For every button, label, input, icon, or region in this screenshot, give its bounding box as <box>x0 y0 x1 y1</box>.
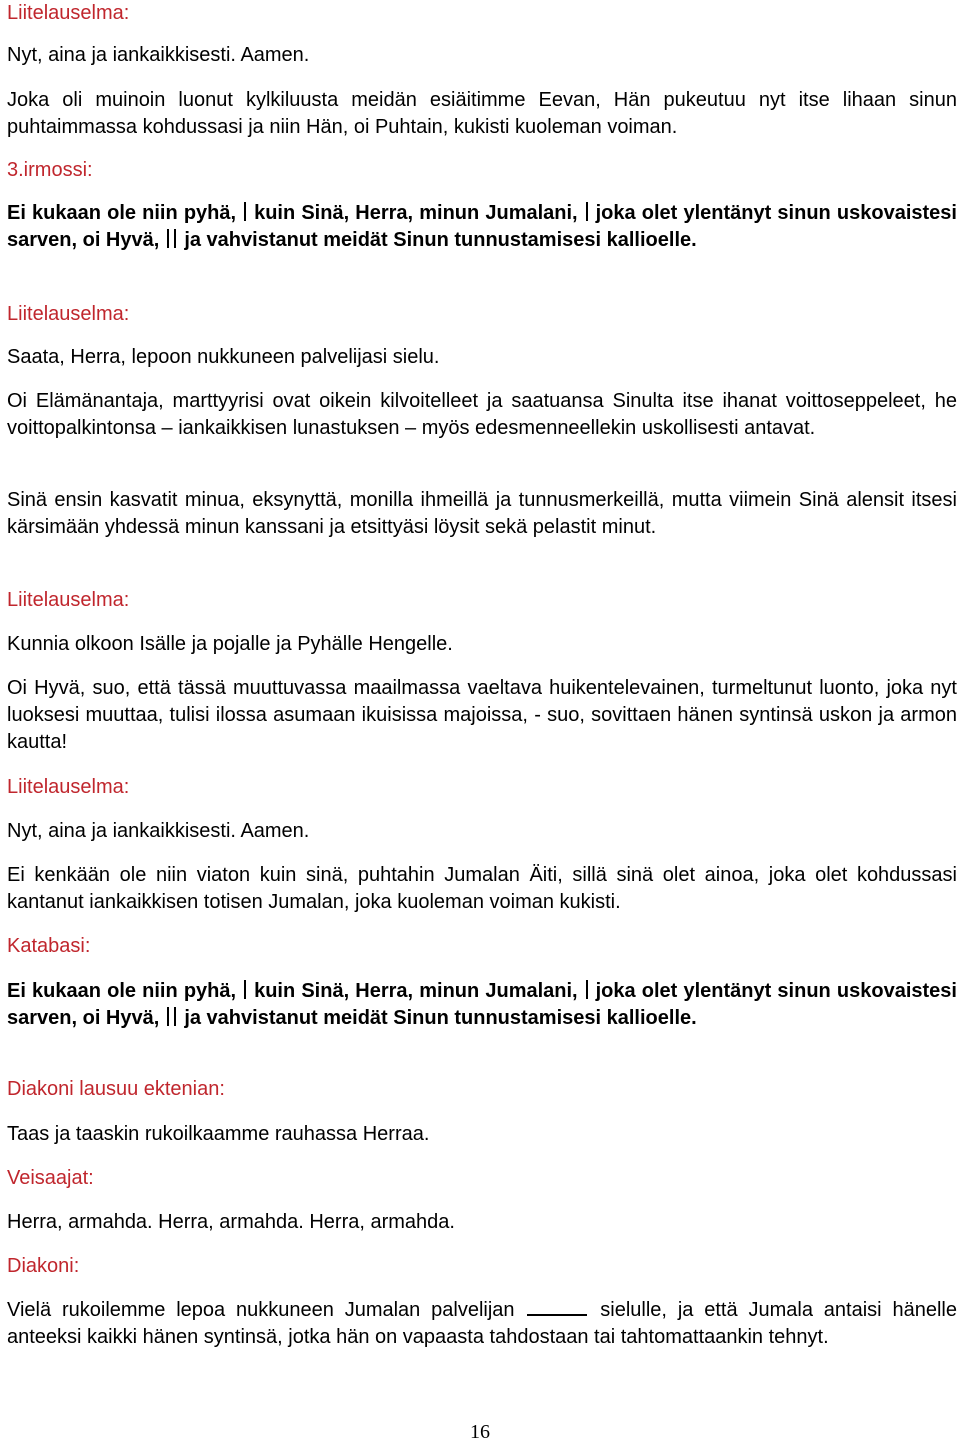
irmos-part-2: kuin Sinä, Herra, minun Jumalani, <box>254 202 578 224</box>
verse-saata-herra: Saata, Herra, lepoon nukkuneen palvelijasi sielu. <box>7 346 440 368</box>
rubric-liitelauselma: Liitelauselma: <box>7 589 130 611</box>
prayer-part-2: sielulle, ja että Jumala antaisi hänelle anteeksi kaikki hänen syntinsä, jotka hän on vapaasta tahdostaan tai tahtomattaankin tehnyt. <box>7 1299 957 1348</box>
response-line: Herra, armahda. Herra, armahda. Herra, armahda. <box>7 1211 455 1233</box>
divider-bar <box>244 980 246 999</box>
prayer-part-1: Vielä rukoilemme lepoa nukkuneen Jumalan palvelijan <box>7 1299 515 1321</box>
irmos-part-1: Ei kukaan ole niin pyhä, <box>7 202 237 224</box>
rubric-diakoni: Diakoni: <box>7 1255 80 1277</box>
troparion-paragraph: Sinä ensin kasvatit minua, eksynyttä, monilla ihmeillä ja tunnusmerkeillä, mutta viimein Sinä alensit itsesi kärsimään yhdessä minun kanssani ja etsittyäsi löysit sekä pelastit minut. <box>7 489 957 538</box>
rubric-liitelauselma: Liitelauselma: <box>7 303 130 325</box>
double-divider-bar <box>167 229 176 248</box>
divider-bar <box>586 980 588 999</box>
irmos-part-3: joka olet ylentänyt sinun uskovaistesi sarven, oi Hyvä, <box>7 202 957 251</box>
rubric-diakoni-ektenia: Diakoni lausuu ektenian: <box>7 1078 225 1100</box>
theotokion-paragraph: Ei kenkään ole niin viaton kuin sinä, puhtahin Jumalan Äiti, sillä sinä olet ainoa, joka olet kohdussasi kantanut iankaikkisen totisen Jumalan, joka kuoleman voiman kukisti. <box>7 864 957 913</box>
rubric-irmossi: 3.irmossi: <box>7 159 93 181</box>
name-blank-line <box>527 1300 587 1316</box>
divider-bar <box>244 202 246 221</box>
katabasia-part-4: ja vahvistanut meidät Sinun tunnustamisesi kallioelle. <box>184 1007 697 1029</box>
rubric-liitelauselma: Liitelauselma: <box>7 776 130 798</box>
verse-nyt-aina: Nyt, aina ja iankaikkisesti. Aamen. <box>7 820 310 842</box>
prayer-paragraph <box>7 1297 957 1351</box>
troparion-paragraph: Joka oli muinoin luonut kylkiluusta meidän esiäitimme Eevan, Hän pukeutuu nyt itse lihaan sinun puhtaimmassa kohdussasi ja niin Hän, oi Puhtain, kukisti kuoleman voiman. <box>7 89 957 138</box>
troparion-paragraph: Oi Elämänantaja, marttyyrisi ovat oikein kilvoitelleet ja saatuansa Sinulta itse ihanat voittoseppeleet, he voittopalkintonsa – iankaikkisen lunastuksen – myös edesmenneellekin uskollisesti antavat. <box>7 390 957 439</box>
troparion-paragraph: Oi Hyvä, suo, että tässä muuttuvassa maailmassa vaeltava huikentelevainen, turmeltunut luonto, joka nyt luoksesi muuttaa, tulisi ilossa asumaan ikuisissa majoissa, - suo, sovittaen hänen syntinsä uskon ja armon kautta! <box>7 677 957 753</box>
divider-bar <box>586 202 588 221</box>
irmos-part-4: ja vahvistanut meidät Sinun tunnustamisesi kallioelle. <box>184 229 697 251</box>
litany-line: Taas ja taaskin rukoilkaamme rauhassa Herraa. <box>7 1123 430 1145</box>
rubric-liitelauselma: Liitelauselma: <box>7 2 130 24</box>
page-number: 16 <box>470 1421 490 1443</box>
irmos-bold-paragraph <box>7 200 957 254</box>
rubric-katabasi: Katabasi: <box>7 935 91 957</box>
katabasia-part-2: kuin Sinä, Herra, minun Jumalani, <box>254 980 578 1002</box>
katabasia-part-3: joka olet ylentänyt sinun uskovaistesi sarven, oi Hyvä, <box>7 980 957 1029</box>
rubric-veisaajat: Veisaajat: <box>7 1167 94 1189</box>
verse-nyt-aina: Nyt, aina ja iankaikkisesti. Aamen. <box>7 44 310 66</box>
double-divider-bar <box>167 1007 176 1026</box>
katabasia-part-1: Ei kukaan ole niin pyhä, <box>7 980 237 1002</box>
katabasia-bold-paragraph <box>7 978 957 1032</box>
verse-kunnia: Kunnia olkoon Isälle ja pojalle ja Pyhälle Hengelle. <box>7 633 453 655</box>
